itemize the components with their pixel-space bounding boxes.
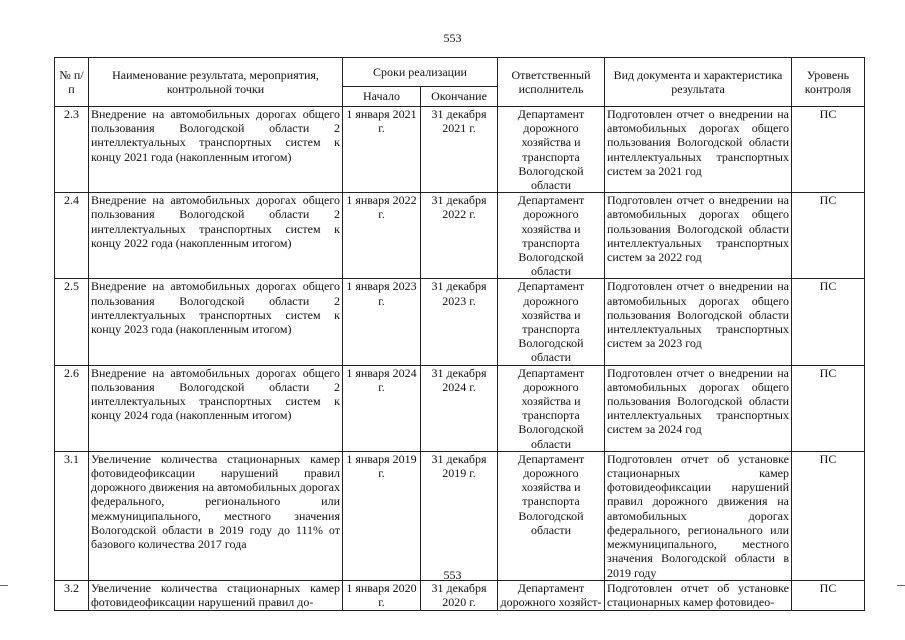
row-executor: Департамент дорожного хозяйства и транспорта Вологодской области <box>498 279 605 365</box>
row-name: Внедрение на автомобильных дорогах общего пользования Вологодской области 2 интеллектуальных транспортных систем к концу 2022 года (накопленным итогом) <box>89 193 343 279</box>
row-executor: Департамент дорожного хозяйства и транспорта Вологодской области <box>498 451 605 580</box>
header-start: Начало <box>343 87 421 107</box>
row-name: Увеличение количества стационарных камер фотовидеофиксации нарушений правил до- <box>89 580 343 610</box>
row-end: 31 декабря 2020 г. <box>421 580 498 610</box>
row-end: 31 декабря 2024 г. <box>421 365 498 451</box>
row-name: Внедрение на автомобильных дорогах общего пользования Вологодской области 2 интеллектуальных транспортных систем к концу 2024 года (накопленным итогом) <box>89 365 343 451</box>
header-name: Наименование результата, мероприятия, контрольной точки <box>89 58 343 107</box>
row-executor: Департамент дорожного хозяйства и транспорта Вологодской области <box>498 107 605 193</box>
header-terms: Сроки реализации <box>343 58 498 87</box>
table-row <box>55 580 865 610</box>
row-end: 31 декабря 2019 г. <box>421 451 498 580</box>
row-num: 3.1 <box>55 451 89 580</box>
row-doc: Подготовлен отчет об установке стационарных камер фотовидеофиксации нарушений правил дорожного движения на автомобильных дорогах федерального, регионального или межмуниципального, местного значения Вологодской области в 2019 году <box>605 451 792 580</box>
row-end: 31 декабря 2023 г. <box>421 279 498 365</box>
header-row <box>55 58 865 87</box>
row-doc: Подготовлен отчет о внедрении на автомобильных дорогах общего пользования Вологодской области интеллектуальных транспортных систем за 2023 год <box>605 279 792 365</box>
row-start: 1 января 2023 г. <box>343 279 421 365</box>
table-row <box>55 451 865 580</box>
header-end: Окончание <box>421 87 498 107</box>
row-name: Внедрение на автомобильных дорогах общего пользования Вологодской области 2 интеллектуальных транспортных систем к концу 2023 года (накопленным итогом) <box>89 279 343 365</box>
row-level: ПС <box>792 107 865 193</box>
row-num: 2.4 <box>55 193 89 279</box>
header-doc: Вид документа и характеристика результата <box>605 58 792 107</box>
row-start: 1 января 2024 г. <box>343 365 421 451</box>
implementation-table <box>54 57 865 611</box>
row-end: 31 декабря 2022 г. <box>421 193 498 279</box>
table-row <box>55 107 865 193</box>
row-executor: Департамент дорожного хозяйства и транспорта Вологодской области <box>498 193 605 279</box>
row-executor: Департамент дорожного хозяйства и транспорта Вологодской области <box>498 365 605 451</box>
table-row <box>55 193 865 279</box>
page-number-top: 553 <box>443 31 462 45</box>
crop-mark-left <box>0 585 8 586</box>
header-num: № п/п <box>55 58 89 107</box>
table-row <box>55 279 865 365</box>
header-level: Уровень контроля <box>792 58 865 107</box>
page-number-bottom: 553 <box>443 568 462 582</box>
row-start: 1 января 2021 г. <box>343 107 421 193</box>
row-start: 1 января 2020 г. <box>343 580 421 610</box>
row-executor: Департамент дорожного хозяйст- <box>498 580 605 610</box>
row-level: ПС <box>792 279 865 365</box>
row-level: ПС <box>792 365 865 451</box>
row-name: Увеличение количества стационарных камер фотовидеофиксации нарушений правил дорожного движения на автомобильных дорогах федерального, регионального или межмуниципального, местного значения Вологодской области в 2019 году до 111% от базового количества 2017 года <box>89 451 343 580</box>
row-start: 1 января 2019 г. <box>343 451 421 580</box>
row-name: Внедрение на автомобильных дорогах общего пользования Вологодской области 2 интеллектуальных транспортных систем к концу 2021 года (накопленным итогом) <box>89 107 343 193</box>
row-doc: Подготовлен отчет о внедрении на автомобильных дорогах общего пользования Вологодской области интеллектуальных транспортных систем за 2022 год <box>605 193 792 279</box>
row-level: ПС <box>792 580 865 610</box>
row-doc: Подготовлен отчет о внедрении на автомобильных дорогах общего пользования Вологодской области интеллектуальных транспортных систем за 2021 год <box>605 107 792 193</box>
row-num: 2.3 <box>55 107 89 193</box>
table-row <box>55 365 865 451</box>
row-num: 2.5 <box>55 279 89 365</box>
row-num: 3.2 <box>55 580 89 610</box>
crop-mark-right <box>897 585 905 586</box>
row-end: 31 декабря 2021 г. <box>421 107 498 193</box>
row-level: ПС <box>792 451 865 580</box>
row-start: 1 января 2022 г. <box>343 193 421 279</box>
row-doc: Подготовлен отчет об установке стационарных камер фотовидео- <box>605 580 792 610</box>
row-num: 2.6 <box>55 365 89 451</box>
row-doc: Подготовлен отчет о внедрении на автомобильных дорогах общего пользования Вологодской области интеллектуальных транспортных систем за 2024 год <box>605 365 792 451</box>
row-level: ПС <box>792 193 865 279</box>
header-executor: Ответственный исполнитель <box>498 58 605 107</box>
